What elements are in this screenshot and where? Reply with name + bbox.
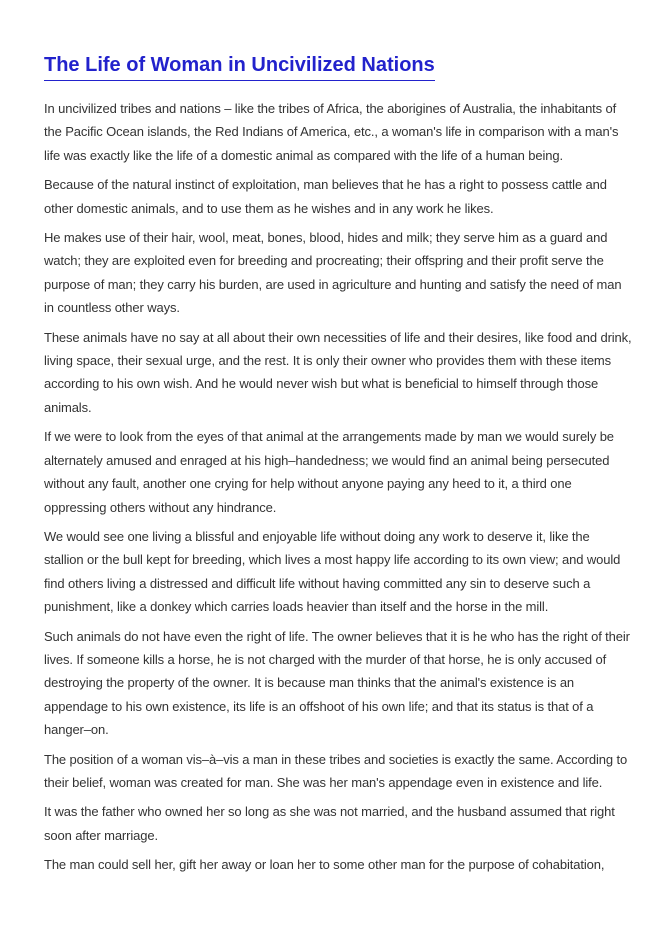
text-line: The position of a woman vis–à–vis a man in these tribes and societies is exactly the same. According to (44, 751, 628, 767)
page-title[interactable] (44, 53, 435, 81)
text-line: without any fault, another one crying for help without anyone paying any heed to it, a third one (44, 476, 572, 492)
paragraph (44, 226, 634, 320)
text-line: according to his own wish. And he would never wish but what is beneficial to himself through those (44, 376, 599, 392)
text-line: find others living a distressed and difficult life without having committed any sin to deserve such a (44, 575, 591, 591)
text-line: Because of the natural instinct of exploitation, man believes that he has a right to possess cattle and (44, 177, 607, 193)
text-line: It was the father who owned her so long as she was not married, and the husband assumed that right (44, 804, 615, 820)
paragraph (44, 326, 634, 420)
paragraph (44, 853, 634, 876)
text-line: If we were to look from the eyes of that animal at the arrangements made by man we would surely be (44, 429, 614, 445)
text-line: appendage to his own existence, its life is an offshoot of his own life; and that its status is that of a (44, 698, 594, 714)
text-line: The man could sell her, gift her away or loan her to some other man for the purpose of cohabitation, (44, 857, 605, 873)
text-line: He makes use of their hair, wool, meat, bones, blood, hides and milk; they serve him as a guard and (44, 230, 608, 246)
paragraph (44, 173, 634, 220)
text-line: oppressing others without any hindrance. (44, 499, 277, 515)
text-line: soon after marriage. (44, 827, 158, 843)
paragraph (44, 97, 634, 167)
page-title-text[interactable]: The Life of Woman in Uncivilized Nations (44, 53, 435, 81)
text-line: In uncivilized tribes and nations – like the tribes of Africa, the aborigines of Australia, the inhabitants of (44, 101, 617, 116)
document-body (44, 97, 634, 883)
text-line: animals. (44, 399, 92, 415)
text-line: life was exactly like the life of a domestic animal as compared with the life of a human being. (44, 147, 563, 163)
text-line: destroying the property of the owner. It is because man thinks that the animal's existence is an (44, 675, 575, 691)
text-line: purpose of man; they carry his burden, are used in agriculture and hunting and satisfy the need of man (44, 276, 622, 292)
text-line: stallion or the bull kept for breeding, which lives a most happy life according to its own view; and would (44, 552, 621, 568)
text-line: watch; they are exploited even for breeding and procreating; their offspring and their profit serve the (44, 253, 604, 269)
text-line: in countless other ways. (44, 300, 180, 316)
paragraph (44, 748, 634, 795)
text-line: These animals have no say at all about their own necessities of life and their desires, like food and drink, (44, 329, 632, 345)
text-line: the Pacific Ocean islands, the Red Indians of America, etc., a woman's life in comparison with a man's (44, 124, 619, 140)
text-line: punishment, like a donkey which carries loads heavier than itself and the horse in the mill. (44, 599, 549, 615)
text-line: living space, their sexual urge, and the rest. It is only their owner who provides them with these items (44, 353, 612, 369)
paragraph (44, 525, 634, 619)
text-line: hanger–on. (44, 722, 109, 738)
text-line: their belief, woman was created for man. She was her man's appendage even in existence and life. (44, 774, 603, 790)
paragraph (44, 800, 634, 847)
text-line: alternately amused and enraged at his high–handedness; we would find an animal being persecuted (44, 452, 610, 468)
text-line: Such animals do not have even the right of life. The owner believes that it is he who has the right of their (44, 628, 630, 644)
paragraph (44, 625, 634, 742)
text-line: other domestic animals, and to use them as he wishes and in any work he likes. (44, 200, 494, 216)
text-line: We would see one living a blissful and enjoyable life without doing any work to deserve it, like the (44, 528, 590, 544)
paragraph (44, 425, 634, 519)
text-line: lives. If someone kills a horse, he is not charged with the murder of that horse, he is only accused of (44, 651, 607, 667)
